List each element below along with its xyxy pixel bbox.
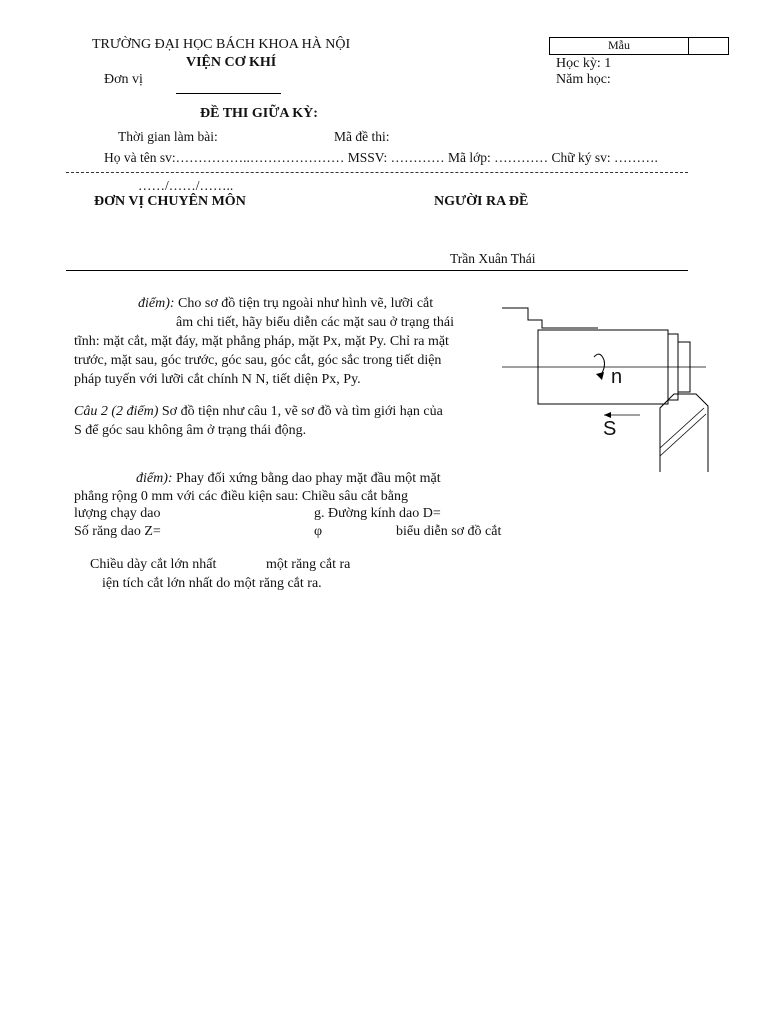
- feed-label: S: [603, 418, 617, 440]
- tool-edge-1: [660, 408, 704, 448]
- school-year: Năm học:: [556, 72, 611, 87]
- q3-line6: iện tích cắt lớn nhất do một răng cắt ra.: [102, 576, 322, 591]
- exam-title: ĐỀ THI GIỮA KỲ:: [200, 106, 318, 121]
- date-line: ……/……/……..: [138, 178, 234, 193]
- q3-prefix: điểm):: [136, 471, 173, 486]
- cutting-tool: [660, 394, 708, 472]
- rotation-arrowhead: [596, 372, 604, 380]
- semester: Học kỳ: 1: [556, 56, 612, 71]
- student-info-line: Họ và tên sv:……………..………………… MSSV: ………… Mã lớp: ………… Chữ ký sv: ……….: [104, 150, 658, 165]
- unit-underline: [176, 93, 281, 94]
- q3-text-1: Phay đối xứng bằng dao phay mặt đầu một mặt: [176, 471, 441, 486]
- dept-signature-label: ĐƠN VỊ CHUYÊN MÔN: [94, 194, 246, 209]
- q1-line1: [138, 296, 433, 312]
- q1-prefix: điểm):: [138, 296, 175, 311]
- cut-line: [66, 172, 688, 173]
- turning-diagram: [490, 290, 720, 480]
- q3-line5b: một răng cắt ra: [266, 557, 351, 572]
- author-signature-label: NGƯỜI RA ĐỀ: [434, 194, 529, 209]
- q3-line5a: Chiều dày cắt lớn nhất: [90, 557, 217, 572]
- q2-line2: S để góc sau không âm ở trạng thái động.: [74, 423, 307, 438]
- q1-line3: tĩnh: mặt cắt, mặt đáy, mặt phẳng pháp, mặt Px, mặt Py. Chỉ ra mặt: [74, 334, 449, 349]
- unit-label: Đơn vị: [104, 72, 143, 87]
- q2-text-1: Sơ đồ tiện như câu 1, vẽ sơ đồ và tìm giới hạn của: [161, 404, 443, 419]
- q2-line1: [74, 404, 443, 420]
- tool-edge-2: [660, 414, 706, 456]
- q3-line3a: lượng chạy dao: [74, 506, 161, 521]
- institute-name: VIỆN CƠ KHÍ: [186, 55, 277, 70]
- workpiece-step-outline: [502, 308, 598, 328]
- q3-line3b: g. Đường kính dao D=: [314, 506, 441, 521]
- author-name: Trần Xuân Thái: [450, 251, 536, 266]
- exam-code-label: Mã đề thi:: [334, 129, 390, 144]
- school-name: TRƯỜNG ĐẠI HỌC BÁCH KHOA HÀ NỘI: [92, 37, 351, 52]
- q3-line2: phẳng rộng 0 mm với các điều kiện sau: Chiều sâu cắt bằng: [74, 489, 408, 504]
- form-code-label: Mẫu: [550, 38, 689, 54]
- q3-line4b: φ: [314, 524, 323, 539]
- form-code-box: [549, 37, 729, 55]
- q2-prefix: Câu 2 (2 điểm): [74, 404, 159, 419]
- q1-text-1: Cho sơ đồ tiện trụ ngoài như hình vẽ, lưỡi cắt: [178, 296, 434, 311]
- q1-line2: âm chi tiết, hãy biểu diễn các mặt sau ở trạng thái: [176, 315, 454, 330]
- q3-line4c: biểu diễn sơ đồ cắt: [396, 524, 502, 539]
- q3-line4a: Số răng dao Z=: [74, 524, 161, 539]
- section-divider: [66, 270, 688, 271]
- rotation-label: n: [611, 366, 623, 388]
- q1-line5: pháp tuyến với lưỡi cắt chính N N, tiết diện Px, Py.: [74, 372, 361, 387]
- time-label: Thời gian làm bài:: [118, 129, 218, 144]
- q3-line1: [136, 471, 441, 487]
- q1-line4: trước, mặt sau, góc trước, góc sau, góc cắt, góc sắc trong tiết diện: [74, 353, 442, 368]
